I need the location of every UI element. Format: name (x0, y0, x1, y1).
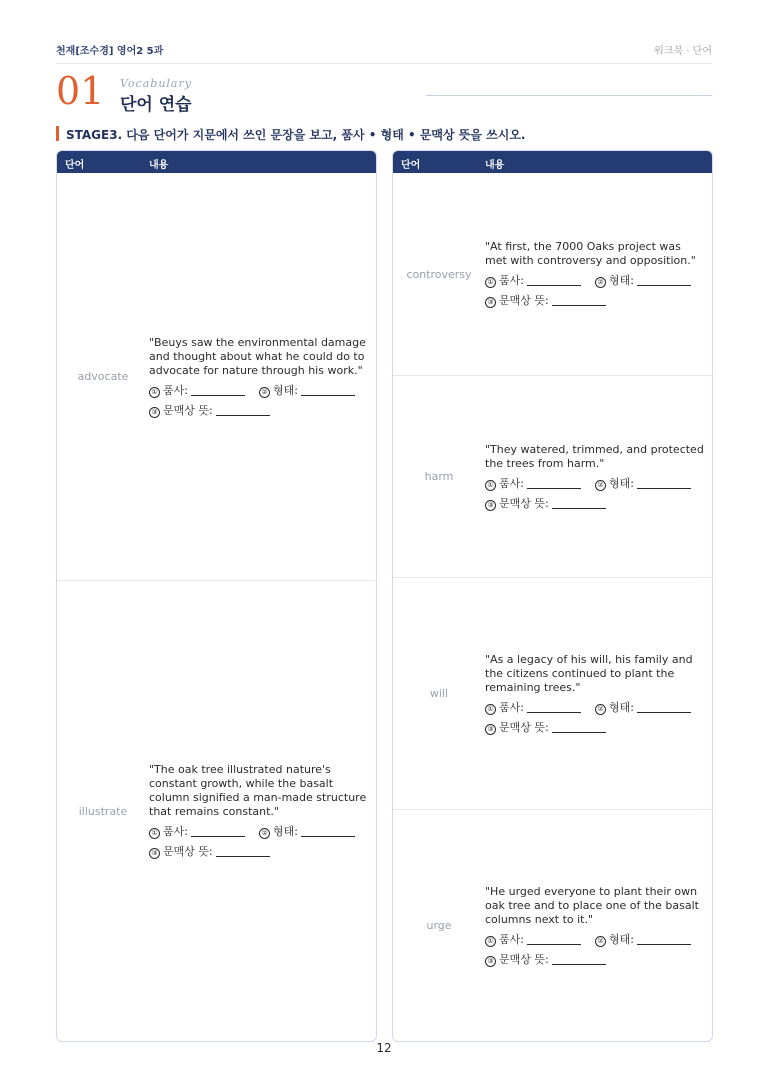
number-2-icon: ② (595, 277, 606, 288)
pos-blank[interactable] (191, 827, 245, 837)
column-word-header: 단어 (65, 160, 85, 171)
pos-label: 품사: (499, 274, 524, 287)
right-table-header (393, 151, 712, 173)
example-sentence: "Beuys saw the environmental damage and thought about what he could do to advocate for nature through his work." (149, 335, 366, 377)
pos-label: 품사: (163, 825, 188, 838)
form-blank[interactable] (637, 276, 691, 286)
table-row (393, 173, 712, 376)
example-sentence: "As a legacy of his will, his family and the citizens continued to plant the remaining trees." (485, 652, 693, 694)
number-1-icon: ① (485, 277, 496, 288)
header-course: 천재[조수경] 영어2 5과 (56, 46, 164, 57)
pos-label: 품사: (499, 476, 524, 490)
number-3-icon: ③ (485, 724, 496, 735)
number-3-icon: ③ (149, 848, 160, 859)
vocab-word: urge (426, 919, 452, 932)
table-row (393, 376, 712, 578)
right-table (392, 150, 713, 1042)
row-content (485, 443, 713, 511)
example-sentence: "The oak tree illustrated nature's constant growth, while the basalt column signified a man-made structure that remains constant." (149, 763, 367, 818)
table-row (57, 581, 376, 1041)
example-sentence: "They watered, trimmed, and protected the trees from harm." (485, 442, 704, 470)
number-2-icon: ② (259, 828, 270, 839)
number-1-icon: ① (149, 828, 160, 839)
meaning-blank[interactable] (552, 296, 606, 306)
left-table (56, 150, 377, 1042)
form-label: 형태: (608, 932, 634, 946)
row-content (485, 885, 713, 967)
title-divider (426, 95, 712, 96)
meaning-label: 문맥상 뜻: (499, 496, 549, 510)
meaning-label: 문맥상 뜻: (499, 294, 549, 307)
form-label: 형태: (272, 383, 298, 397)
meaning-blank[interactable] (552, 499, 606, 509)
meaning-blank[interactable] (552, 723, 606, 733)
row-content (485, 240, 713, 308)
pos-blank[interactable] (527, 703, 581, 713)
form-label: 형태: (608, 700, 634, 714)
number-1-icon: ① (485, 936, 496, 947)
table-row (393, 810, 712, 1041)
form-blank[interactable] (637, 703, 691, 713)
column-content-header: 내용 (485, 160, 505, 171)
number-1-icon: ① (485, 704, 496, 715)
table-row (393, 578, 712, 810)
form-label: 형태: (608, 274, 634, 287)
pos-blank[interactable] (527, 276, 581, 286)
vocab-word: illustrate (78, 804, 128, 818)
number-3-icon: ③ (485, 956, 496, 967)
number-3-icon: ③ (485, 500, 496, 511)
meaning-label: 문맥상 뜻: (499, 952, 549, 966)
section-title: 단어 연습 (120, 95, 192, 115)
example-sentence: "At first, the 7000 Oaks project was met with controversy and opposition." (485, 240, 696, 267)
page-header (56, 42, 712, 56)
meaning-blank[interactable] (216, 406, 270, 416)
page-number: 12 (376, 1041, 392, 1055)
number-2-icon: ② (595, 704, 606, 715)
number-2-icon: ② (595, 936, 606, 947)
form-blank[interactable] (301, 386, 355, 396)
section-number: 01 (56, 69, 105, 113)
table-row (57, 173, 376, 581)
pos-label: 품사: (499, 932, 524, 946)
meaning-label: 문맥상 뜻: (163, 403, 213, 417)
number-3-icon: ③ (149, 407, 160, 418)
number-3-icon: ③ (485, 297, 496, 308)
vocab-word: advocate (77, 370, 129, 383)
vocab-word: controversy (406, 267, 472, 281)
meaning-label: 문맥상 뜻: (499, 720, 549, 734)
stage-instruction: STAGE3. 다음 단어가 지문에서 쓰인 문장을 보고, 품사 • 형태 • 문맥상 뜻을 쓰시오. (56, 126, 526, 143)
number-1-icon: ① (149, 387, 160, 398)
meaning-blank[interactable] (216, 847, 270, 857)
vocab-word: will (429, 687, 449, 700)
header-section: 워크북 · 단어 (654, 46, 712, 57)
number-2-icon: ② (595, 480, 606, 491)
form-blank[interactable] (637, 479, 691, 489)
pos-blank[interactable] (527, 479, 581, 489)
pos-blank[interactable] (191, 386, 245, 396)
header-divider (56, 63, 712, 64)
column-word-header: 단어 (401, 160, 421, 171)
section-subtitle: Vocabulary (120, 77, 192, 90)
number-1-icon: ① (485, 480, 496, 491)
example-sentence: "He urged everyone to plant their own oak tree and to place one of the basalt columns next to it." (485, 884, 699, 926)
row-content (149, 336, 377, 418)
form-label: 형태: (608, 476, 634, 490)
form-label: 형태: (272, 825, 298, 838)
row-content (149, 763, 377, 859)
number-2-icon: ② (259, 387, 270, 398)
form-blank[interactable] (637, 935, 691, 945)
left-table-header (57, 151, 376, 173)
meaning-blank[interactable] (552, 955, 606, 965)
row-content (485, 653, 713, 735)
form-blank[interactable] (301, 827, 355, 837)
meaning-label: 문맥상 뜻: (163, 845, 213, 858)
pos-blank[interactable] (527, 935, 581, 945)
pos-label: 품사: (163, 383, 188, 397)
vocab-word: harm (424, 470, 454, 483)
pos-label: 품사: (499, 700, 524, 714)
column-content-header: 내용 (149, 160, 169, 171)
